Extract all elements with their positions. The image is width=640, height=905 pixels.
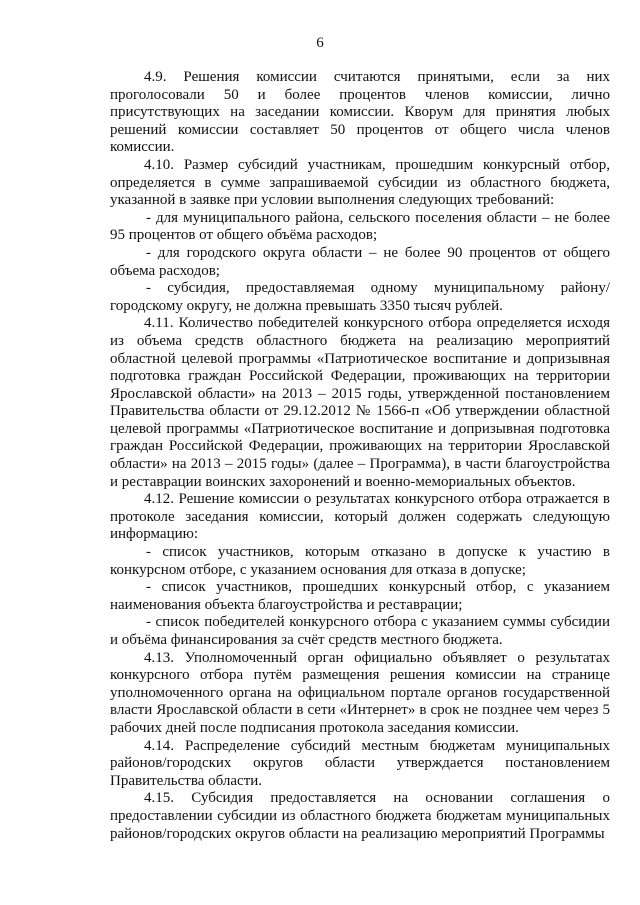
page-number: 6	[316, 35, 324, 51]
list-item-selected-participants: - список участников, прошедших конкурсный отбор, с указанием наименования объекта благоустройства и реставрации;	[110, 579, 610, 613]
paragraph-4-14: 4.14. Распределение субсидий местным бюджетам муниципальных районов/городских округов области утверждается постановлением Правительства области.	[110, 737, 610, 789]
paragraph-4-15: 4.15. Субсидия предоставляется на основании соглашения о предоставлении субсидии из областного бюджета бюджетам муниципальных районов/городских округов области на реализацию мероприятий Программы	[110, 790, 610, 842]
list-item-municipal-district: - для муниципального района, сельского поселения области – не более 95 процентов от общего объёма расходов;	[110, 209, 610, 244]
list-item-rejected-participants: - список участников, которым отказано в допуске к участию в конкурсном отборе, с указанием основания для отказа в допуске;	[110, 544, 610, 578]
list-item-winners: - список победителей конкурсного отбора с указанием суммы субсидии и объёма финансирования за счёт средств местного бюджета.	[110, 614, 610, 648]
list-item-city-district: - для городского округа области – не более 90 процентов от общего объема расходов;	[110, 244, 610, 279]
paragraph-4-13: 4.13. Уполномоченный орган официально объявляет о результатах конкурсного отбора путём размещения решения комиссии на странице уполномоченного органа на официальном портале органов государственной власти Ярославской области в сети «Интернет» в срок не позднее чем через 5 рабочих дней после подписания протокола заседания комиссии.	[110, 649, 610, 736]
document-body	[110, 69, 610, 843]
paragraph-4-10: 4.10. Размер субсидий участникам, прошедшим конкурсный отбор, определяется в сумме запрашиваемой субсидии из областного бюджета, указанной в заявке при условии выполнения следующих требований:	[110, 156, 610, 209]
paragraph-4-9: 4.9. Решения комиссии считаются принятыми, если за них проголосовали 50 и более процентов членов комиссии, лично присутствующих на заседании комиссии. Кворум для принятия любых решений комиссии составляет 50 процентов от общего числа членов комиссии.	[110, 69, 610, 156]
paragraph-4-11: 4.11. Количество победителей конкурсного отбора определяется исходя из объема средств областного бюджета на реализацию мероприятий областной целевой программы «Патриотическое воспитание и допризывная подготовка граждан Российской Федерации, проживающих на территории Ярославской области» на 2013 – 2015 годы, утвержденной постановлением Правительства области от 29.12.2012 № 1566-п «Об утверждении областной целевой программы «Патриотическое воспитание и допризывная подготовка граждан Российской Федерации, проживающих на территории Ярославской области» на 2013 – 2015 годы» (далее – Программа), в части благоустройства и реставрации воинских захоронений и военно-мемориальных объектов.	[110, 315, 610, 490]
list-item-subsidy-limit: - субсидия, предоставляемая одному муниципальному району/ городскому округу, не должна превышать 3350 тысяч рублей.	[110, 280, 610, 314]
paragraph-4-12: 4.12. Решение комиссии о результатах конкурсного отбора отражается в протоколе заседания комиссии, который должен содержать следующую информацию:	[110, 491, 610, 543]
